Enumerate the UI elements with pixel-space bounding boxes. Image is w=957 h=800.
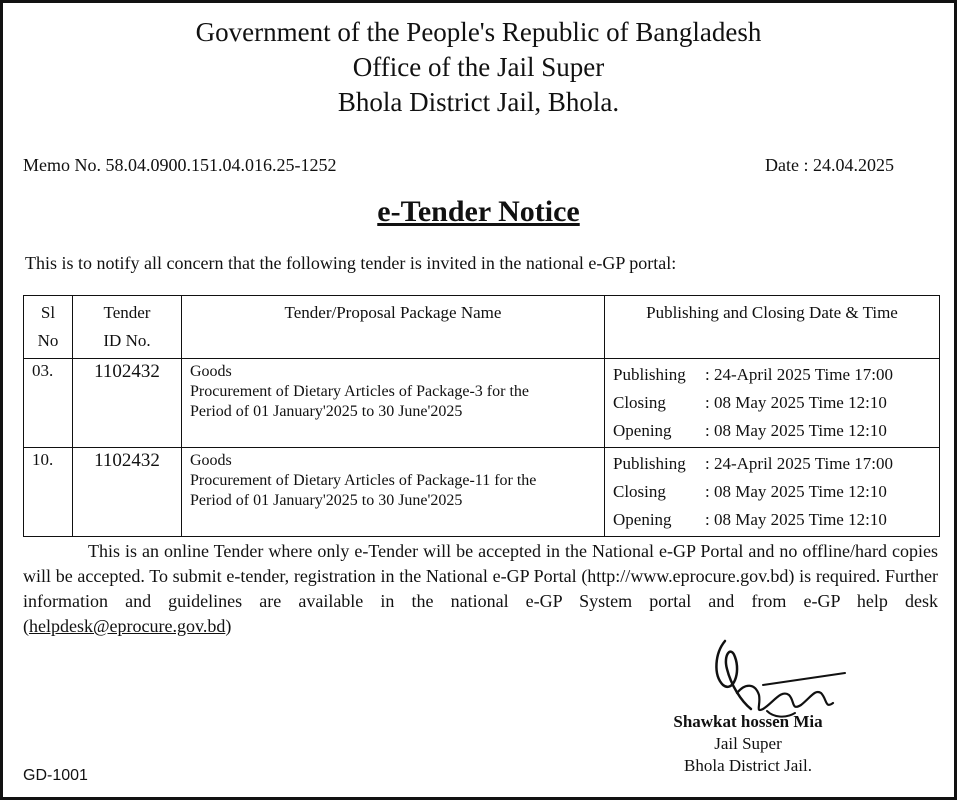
row-category: Goods: [190, 363, 232, 380]
header-package-name: Tender/Proposal Package Name: [182, 296, 605, 359]
memo-number: Memo No. 58.04.0900.151.04.016.25-1252: [23, 155, 337, 175]
header-id-line2: ID No.: [103, 331, 151, 350]
header-sl-line1: Sl: [40, 303, 56, 322]
header-sl-no: [24, 296, 73, 359]
row-description-line1: Procurement of Dietary Articles of Package-3 for the: [190, 383, 529, 400]
letterhead-office: Office of the Jail Super: [352, 52, 605, 82]
closing-value: : 08 May 2025 Time 12:10: [705, 482, 887, 501]
signature-block: [653, 711, 843, 777]
header-id-line1: Tender: [103, 303, 151, 322]
header-sl-line2: No: [37, 331, 59, 350]
publishing-value: : 24-April 2025 Time 17:00: [705, 365, 893, 384]
opening-label: Opening: [613, 510, 672, 529]
row-description-line2: Period of 01 January'2025 to 30 June'2025: [190, 403, 463, 420]
opening-line: [613, 417, 931, 445]
row-tender-id: 1102432: [73, 359, 182, 448]
row-sl-no: 03.: [24, 359, 73, 448]
closing-line: [613, 389, 931, 417]
row-sl-no: 10.: [24, 448, 73, 537]
header-tender-id: [73, 296, 182, 359]
closing-label: Closing: [613, 482, 666, 501]
opening-line: [613, 506, 931, 534]
signatory-designation: Jail Super: [714, 734, 782, 753]
opening-value: : 08 May 2025 Time 12:10: [705, 510, 887, 529]
intro-text: This is to notify all concern that the following tender is invited in the national e-GP portal:: [25, 253, 677, 273]
closing-line: [613, 478, 931, 506]
closing-value: : 08 May 2025 Time 12:10: [705, 393, 887, 412]
signatory-name: Shawkat hossen Mia: [673, 712, 823, 731]
helpdesk-email-link[interactable]: helpdesk@eprocure.gov.bd: [29, 616, 226, 636]
table-header-row: [24, 296, 940, 359]
table-row: [24, 359, 940, 448]
publishing-label: Publishing: [613, 365, 686, 384]
row-description-line2: Period of 01 January'2025 to 30 June'2025: [190, 492, 463, 509]
notice-date: Date : 24.04.2025: [765, 155, 894, 175]
header-dates: Publishing and Closing Date & Time: [605, 296, 940, 359]
opening-value: : 08 May 2025 Time 12:10: [705, 421, 887, 440]
opening-label: Opening: [613, 421, 672, 440]
row-dates: [605, 359, 940, 448]
row-package: [182, 448, 605, 537]
notice-title: e-Tender Notice: [377, 195, 580, 228]
row-package: [182, 359, 605, 448]
tender-table: [23, 295, 940, 537]
row-description-line1: Procurement of Dietary Articles of Package-11 for the: [190, 472, 537, 489]
letterhead-location: Bhola District Jail, Bhola.: [337, 87, 620, 117]
document-code: GD-1001: [23, 767, 88, 784]
letterhead: [3, 15, 954, 120]
row-dates: [605, 448, 940, 537]
publishing-line: [613, 361, 931, 389]
table-row: [24, 448, 940, 537]
row-tender-id: 1102432: [73, 448, 182, 537]
signatory-office: Bhola District Jail.: [684, 756, 812, 775]
letterhead-government: Government of the People's Republic of Bangladesh: [195, 17, 762, 47]
body-text: This is an online Tender where only e-Tender will be accepted in the National e-GP Portal and no offline/hard copies will be accepted. To submit e-tender, registration in the National e-GP Portal (http://www.eprocure.gov.bd) is required. Further information and guidelines are available in the national e-GP System portal and from e-GP help desk (: [23, 541, 938, 636]
row-category: Goods: [190, 452, 232, 469]
closing-label: Closing: [613, 393, 666, 412]
publishing-value: : 24-April 2025 Time 17:00: [705, 454, 893, 473]
body-suffix: ): [225, 616, 232, 636]
publishing-line: [613, 450, 931, 478]
publishing-label: Publishing: [613, 454, 686, 473]
